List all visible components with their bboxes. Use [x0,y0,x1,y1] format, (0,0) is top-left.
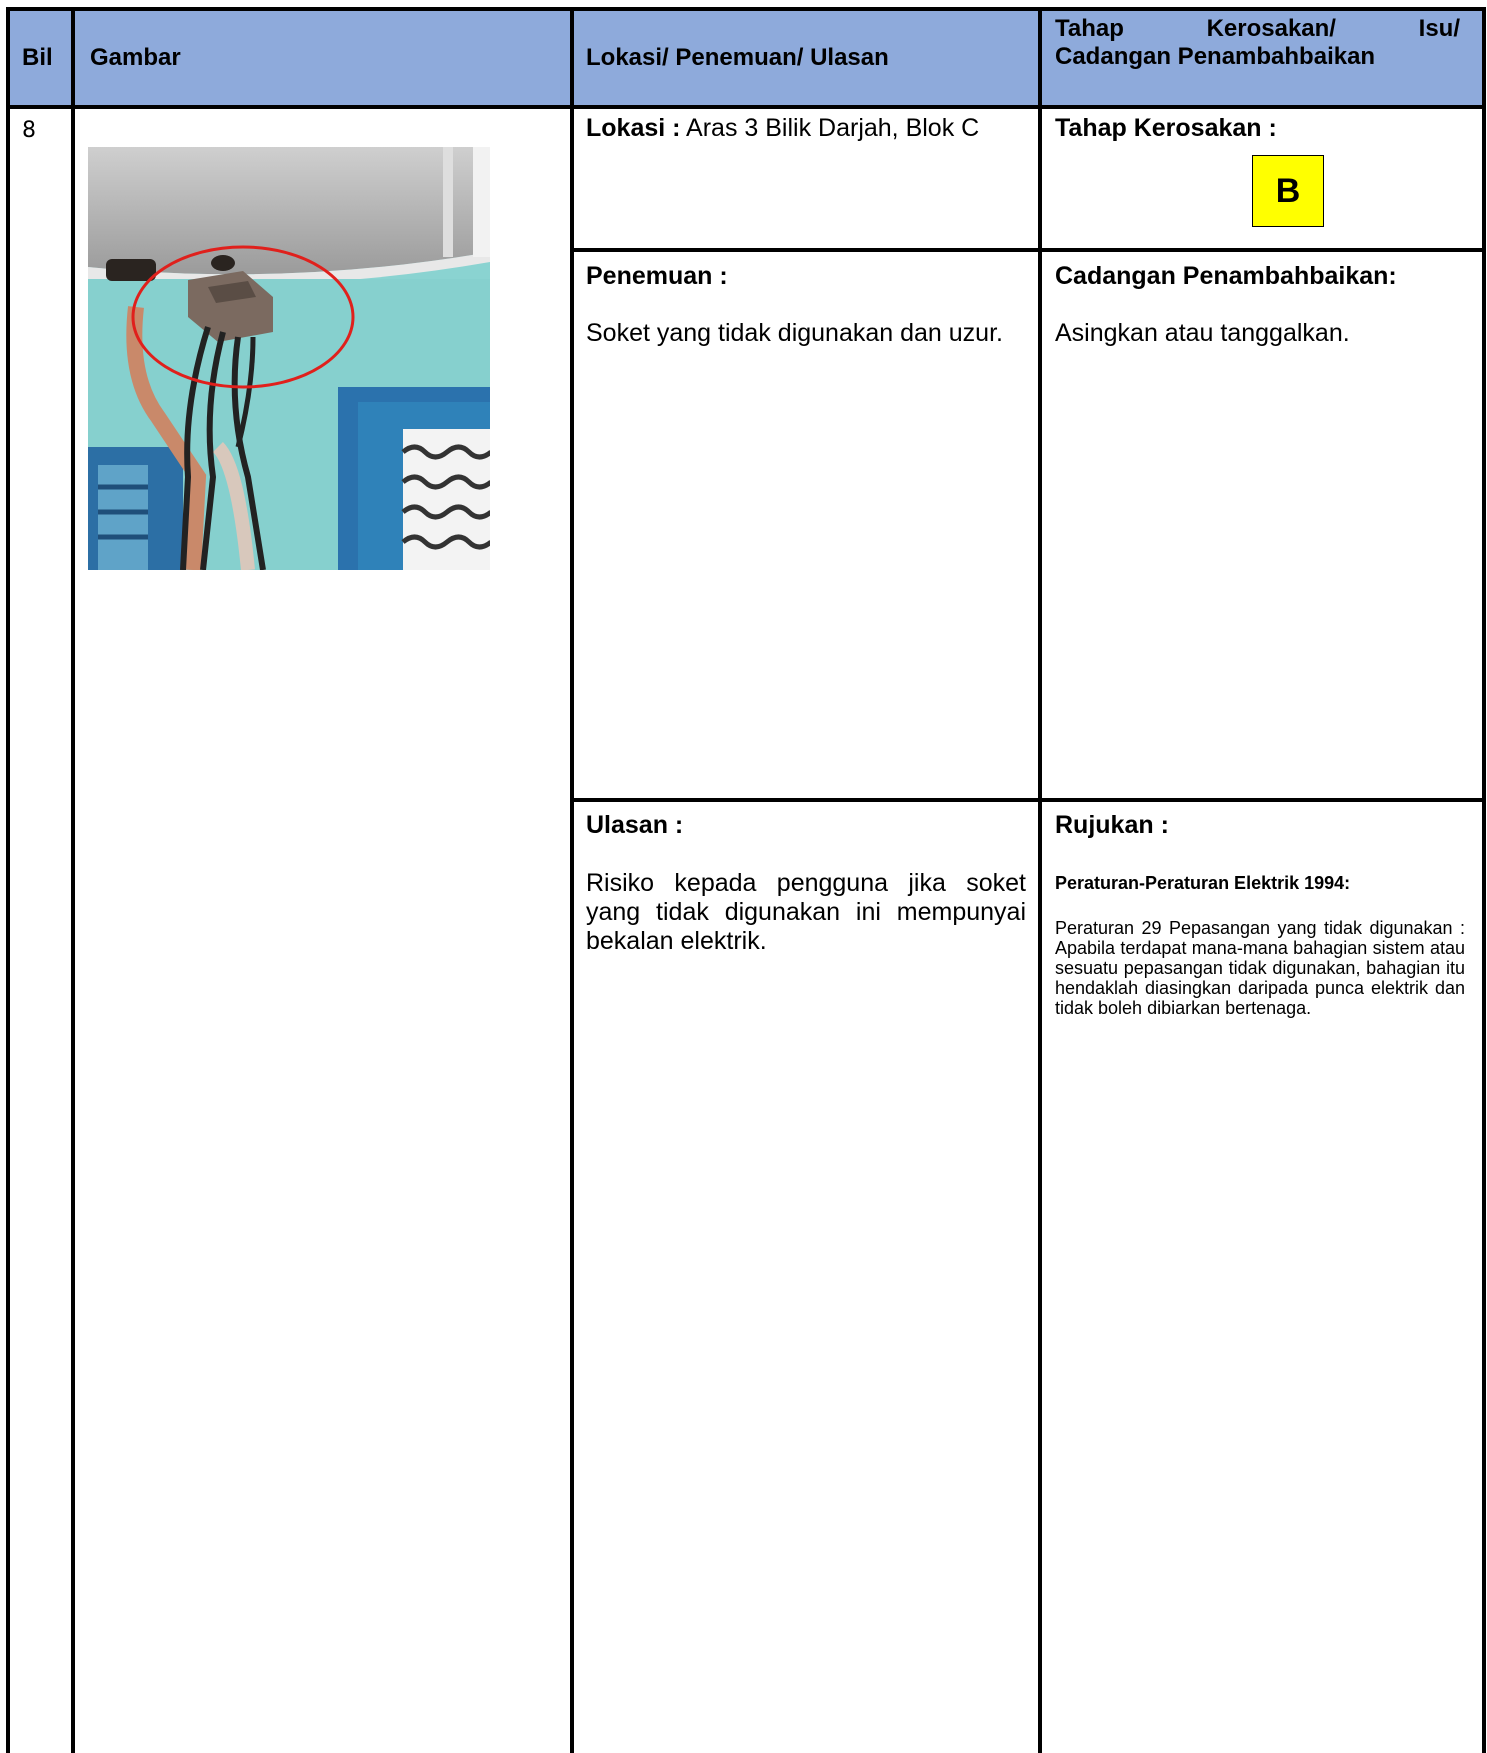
lokasi-value: Aras 3 Bilik Darjah, Blok C [680,114,980,142]
defect-photo-image [88,147,490,570]
header-tahap-word-2: Kerosakan/ [1206,15,1336,42]
rujukan-title: Peraturan-Peraturan Elektrik 1994: [1055,873,1351,893]
damage-grade-badge: B [1252,155,1324,227]
header-bottom-border [6,105,1486,109]
table-left-border [6,7,10,1753]
header-tahap-line1 [1055,16,1460,42]
header-tahap-word-3: Isu/ [1418,15,1460,42]
ulasan-text: Risiko kepada pengguna jika soket yang tidak digunakan ini mempunyai bekalan elektrik. [586,869,1026,955]
table-right-border [1482,7,1486,1753]
col-divider-gambar [570,7,574,1753]
rujukan-text: Peraturan 29 Pepasangan yang tidak digunakan : Apabila terdapat mana-mana bahagian sistem atau sesuatu pepasangan tidak digunakan, bahagian itu hendaklah diasingkan daripada punca elektrik dan tidak boleh dibiarkan bertenaga. [1055,918,1465,1018]
header-tahap-word-1: Tahap [1055,15,1124,42]
ulasan-label: Ulasan : [586,811,684,839]
row-divider-2 [571,798,1486,802]
defect-photo [88,147,490,570]
tahap-label: Tahap Kerosakan : [1055,114,1277,142]
penemuan-label: Penemuan : [586,262,728,290]
header-tahap-line2: Cadangan Penambahbaikan [1055,43,1376,70]
lokasi-cell [586,114,1026,143]
header-bil: Bil [22,44,53,71]
cadangan-label: Cadangan Penambahbaikan: [1055,262,1397,290]
row-number: 8 [22,118,36,143]
row-divider-1 [571,248,1486,252]
rujukan-label: Rujukan : [1055,811,1169,839]
lokasi-label: Lokasi : [586,114,681,142]
header-gambar: Gambar [90,44,181,71]
col-divider-lokasi [1038,7,1042,1753]
table-top-border [6,7,1486,11]
cadangan-text: Asingkan atau tanggalkan. [1055,319,1350,347]
penemuan-text: Soket yang tidak digunakan dan uzur. [586,319,1003,347]
header-lokasi: Lokasi/ Penemuan/ Ulasan [586,44,889,71]
col-divider-bil [71,7,75,1753]
